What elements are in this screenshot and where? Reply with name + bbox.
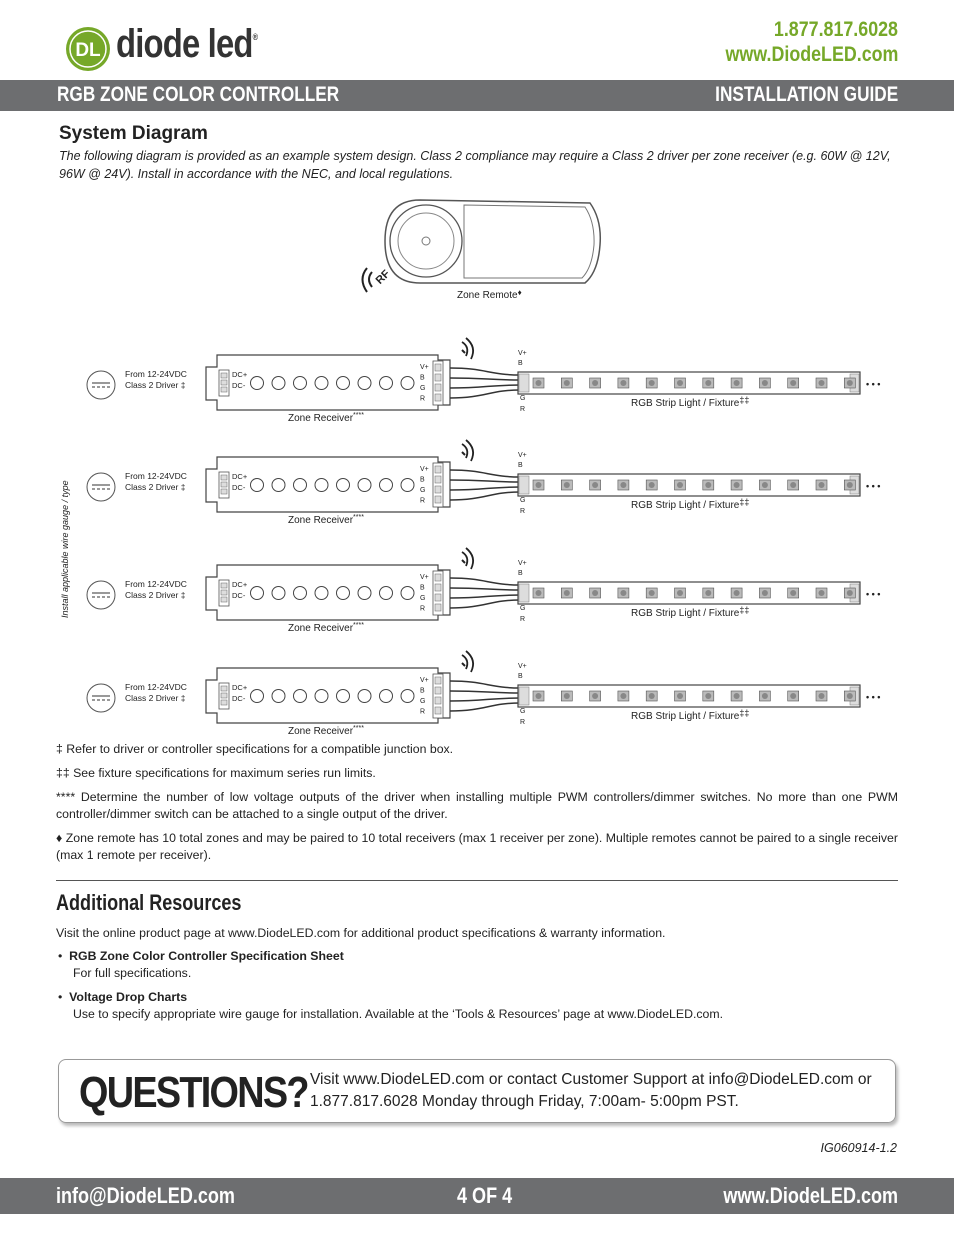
zone-row — [87, 651, 880, 737]
terminal-out-label: V+ — [420, 364, 429, 371]
additional-resources-intro: Visit the online product page at www.DiodeLED.com for additional product specifications & warranty information. — [56, 926, 666, 940]
strip-terminal-label: V+ — [518, 663, 527, 670]
indicator-dot — [272, 377, 285, 390]
indicator-dot — [358, 479, 371, 492]
indicator-dot — [294, 690, 307, 703]
indicator-dot — [272, 479, 285, 492]
wireless-signal-icon — [462, 440, 473, 461]
zone-remote-label: Zone Remote♦ — [457, 288, 522, 301]
strip-light-label: RGB Strip Light / Fixture‡‡ — [631, 605, 750, 619]
continuation-dots: • • • — [866, 379, 881, 389]
strip-terminal-label: V+ — [518, 452, 527, 459]
zone-receiver-label: Zone Receiver**** — [288, 514, 364, 526]
continuation-dots: • • • — [866, 692, 881, 702]
resource-item-voltage-drop[interactable]: • Voltage Drop Charts — [58, 990, 188, 1004]
indicator-dot — [358, 587, 371, 600]
wireless-signal-icon — [462, 338, 473, 359]
product-title: RGB ZONE COLOR CONTROLLER — [57, 83, 340, 106]
strip-light-label: RGB Strip Light / Fixture‡‡ — [631, 497, 750, 511]
terminal-out-label: G — [420, 487, 426, 494]
resource-desc-spec-sheet: For full specifications. — [73, 966, 192, 980]
indicator-dot — [294, 587, 307, 600]
strip-terminal-label: B — [518, 570, 523, 577]
terminal-out-label: V+ — [420, 677, 429, 684]
zone-row — [87, 548, 880, 634]
note-series-run: ‡‡ See fixture specifications for maximum series run limits. — [56, 766, 376, 780]
indicator-dot — [358, 377, 371, 390]
terminal-dc-minus: DC- — [232, 483, 246, 492]
driver-symbol-icon — [87, 371, 115, 399]
indicator-dot — [272, 587, 285, 600]
questions-title: QUESTIONS? — [79, 1068, 308, 1117]
driver-label-line1: From 12-24VDC — [125, 682, 187, 692]
indicator-dot — [337, 587, 350, 600]
note-zone-remote: ♦ Zone remote has 10 total zones and may be paired to 10 total receivers (max 1 receiver per zone). Multiple remotes cannot be paired to a single receiver (max 1 remote per receiver). — [56, 831, 898, 862]
terminal-out-label: G — [420, 595, 426, 602]
terminal-out-label: R — [420, 605, 426, 613]
strip-terminal-label: G — [520, 605, 526, 612]
zone-receiver-label: Zone Receiver**** — [288, 412, 364, 424]
questions-text: Visit www.DiodeLED.com or contact Customer Support at info@DiodeLED.com or 1.877.817.6028 Monday through Friday, 7:00am- 5:00pm PST. — [310, 1071, 872, 1110]
terminal-out-label: V+ — [420, 574, 429, 581]
strip-terminal-label: V+ — [518, 560, 527, 567]
logo-initials: DL — [75, 40, 101, 61]
strip-terminal-label: R — [520, 406, 526, 413]
strip-terminal-label: B — [518, 360, 523, 367]
driver-label-line2: Class 2 Driver ‡ — [125, 590, 186, 600]
terminal-out-label: R — [420, 497, 426, 505]
indicator-dot — [251, 587, 264, 600]
header-phone: 1.877.817.6028 — [773, 18, 898, 41]
zone-remote — [385, 200, 600, 283]
indicator-dot — [315, 587, 328, 600]
strip-terminal-label: R — [520, 719, 526, 726]
terminal-dc-minus: DC- — [232, 381, 246, 390]
footer-email[interactable]: info@DiodeLED.com — [56, 1183, 235, 1208]
terminal-out-label: B — [420, 584, 425, 592]
indicator-dot — [380, 690, 393, 703]
indicator-dot — [272, 690, 285, 703]
driver-label-line1: From 12-24VDC — [125, 369, 187, 379]
wire-bundle — [450, 681, 520, 711]
indicator-dot — [337, 377, 350, 390]
driver-label-line2: Class 2 Driver ‡ — [125, 693, 186, 703]
wireless-signal-icon — [462, 651, 473, 672]
terminal-dc-minus: DC- — [232, 694, 246, 703]
driver-label-line1: From 12-24VDC — [125, 579, 187, 589]
logo-wordmark: diode led® — [116, 22, 258, 66]
driver-symbol-icon — [87, 581, 115, 609]
strip-terminal-label: V+ — [518, 350, 527, 357]
additional-resources-heading: Additional Resources — [56, 890, 242, 915]
note-junction-box: ‡ Refer to driver or controller specifications for a compatible junction box. — [56, 742, 454, 756]
zone-receiver — [206, 355, 450, 410]
indicator-dot — [380, 377, 393, 390]
terminal-out-label: R — [420, 395, 426, 403]
system-diagram-intro: The following diagram is provided as an example system design. Class 2 compliance may require a Class 2 driver per zone receiver (e.g. 60W @ 12V, 96W @ 24V). Install in accordance with the NEC, and local regulations. — [59, 149, 891, 181]
rf-label: RF — [373, 267, 393, 287]
indicator-dot — [315, 690, 328, 703]
indicator-dot — [358, 690, 371, 703]
indicator-dot — [294, 377, 307, 390]
driver-label-line1: From 12-24VDC — [125, 471, 187, 481]
driver-label-line2: Class 2 Driver ‡ — [125, 482, 186, 492]
header-website[interactable]: www.DiodeLED.com — [725, 43, 898, 66]
section-divider — [56, 880, 898, 881]
terminal-out-label: B — [420, 374, 425, 382]
strip-terminal-label: G — [520, 497, 526, 504]
wireless-signal-icon — [462, 548, 473, 569]
terminal-dc-plus: DC+ — [232, 370, 248, 379]
zone-receiver — [206, 457, 450, 512]
wire-bundle — [450, 578, 520, 608]
indicator-dot — [251, 690, 264, 703]
footer-website[interactable]: www.DiodeLED.com — [723, 1183, 898, 1208]
strip-terminal-label: R — [520, 616, 526, 623]
resource-item-spec-sheet[interactable]: • RGB Zone Color Controller Specification Sheet — [58, 949, 344, 963]
strip-terminal-label: B — [518, 462, 523, 469]
system-diagram-heading: System Diagram — [59, 123, 208, 144]
indicator-dot — [401, 479, 414, 492]
terminal-out-label: B — [420, 687, 425, 695]
terminal-out-label: R — [420, 708, 426, 716]
indicator-dot — [251, 479, 264, 492]
doc-type: INSTALLATION GUIDE — [714, 83, 898, 106]
wire-bundle — [450, 368, 520, 398]
terminal-out-label: G — [420, 698, 426, 705]
strip-light-label: RGB Strip Light / Fixture‡‡ — [631, 395, 750, 409]
zone-receiver-label: Zone Receiver**** — [288, 622, 364, 634]
indicator-dot — [380, 479, 393, 492]
note-driver-outputs: **** Determine the number of low voltage outputs of the driver when installing multiple PWM controllers/dimmer switches. No more than one PWM controller/dimmer switch can be attached to a single output of the driver. — [56, 790, 898, 821]
strip-terminal-label: R — [520, 508, 526, 515]
strip-terminal-label: B — [518, 673, 523, 680]
zone-row — [87, 338, 880, 424]
wire-bundle — [450, 470, 520, 500]
strip-terminal-label: G — [520, 395, 526, 402]
zone-receiver — [206, 668, 450, 723]
driver-symbol-icon — [87, 473, 115, 501]
indicator-dot — [401, 377, 414, 390]
strip-terminal-label: G — [520, 708, 526, 715]
terminal-out-label: B — [420, 476, 425, 484]
terminal-dc-plus: DC+ — [232, 580, 248, 589]
zone-receiver-label: Zone Receiver**** — [288, 725, 364, 737]
terminal-dc-minus: DC- — [232, 591, 246, 600]
indicator-dot — [401, 587, 414, 600]
document-id: IG060914-1.2 — [820, 1141, 897, 1155]
indicator-dot — [337, 690, 350, 703]
terminal-dc-plus: DC+ — [232, 683, 248, 692]
footer-bar — [0, 1178, 954, 1214]
indicator-dot — [401, 690, 414, 703]
wire-gauge-label: Install applicable wire gauge / type — [60, 480, 70, 618]
zone-receiver — [206, 565, 450, 620]
system-diagram — [0, 190, 954, 740]
indicator-dot — [294, 479, 307, 492]
terminal-out-label: V+ — [420, 466, 429, 473]
indicator-dot — [380, 587, 393, 600]
footer-page-number: 4 OF 4 — [457, 1183, 513, 1208]
indicator-dot — [251, 377, 264, 390]
indicator-dot — [337, 479, 350, 492]
terminal-dc-plus: DC+ — [232, 472, 248, 481]
driver-symbol-icon — [87, 684, 115, 712]
terminal-out-label: G — [420, 385, 426, 392]
resource-desc-voltage-drop: Use to specify appropriate wire gauge for installation. Available at the ‘Tools & Resources’ page at www.DiodeLED.com. — [73, 1007, 724, 1021]
strip-light-label: RGB Strip Light / Fixture‡‡ — [631, 708, 750, 722]
diode-led-logo-icon — [64, 25, 112, 73]
title-bar — [0, 80, 954, 111]
indicator-dot — [315, 479, 328, 492]
continuation-dots: • • • — [866, 481, 881, 491]
indicator-dot — [315, 377, 328, 390]
zone-row — [87, 440, 880, 526]
rf-signal-icon — [363, 268, 393, 292]
continuation-dots: • • • — [866, 589, 881, 599]
driver-label-line2: Class 2 Driver ‡ — [125, 380, 186, 390]
